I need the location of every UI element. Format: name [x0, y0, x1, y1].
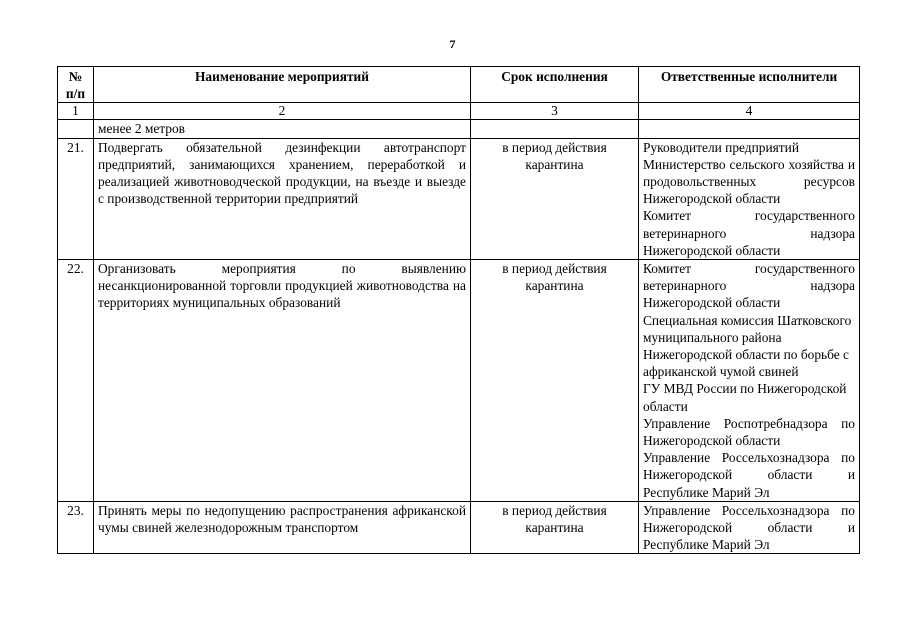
col-number-2: 2	[94, 103, 471, 120]
responsible-item: Комитет государственного ветеринарного надзора Нижегородской области	[643, 261, 855, 311]
responsible-cell	[639, 501, 860, 554]
row-number: 21.	[58, 138, 94, 259]
col-number-1: 1	[58, 103, 94, 120]
row-number: 23.	[58, 501, 94, 554]
col-number-3: 3	[471, 103, 639, 120]
continuation-text: менее 2 метров	[94, 120, 471, 138]
header-row	[58, 67, 860, 103]
row-number: 22.	[58, 260, 94, 502]
continuation-resp	[639, 120, 860, 138]
responsible-item: Управление Россельхознадзора по Нижегородской области и Республике Марий Эл	[643, 450, 855, 500]
continuation-num	[58, 120, 94, 138]
header-num: № п/п	[58, 67, 94, 103]
header-responsible: Ответственные исполнители	[639, 67, 860, 103]
header-name: Наименование мероприятий	[94, 67, 471, 103]
measure-name: Принять меры по недопущению распространения африканской чумы свиней железнодорожным транспортом	[94, 501, 471, 554]
responsible-item: Министерство сельского хозяйства и продовольственных ресурсов Нижегородской области	[643, 156, 855, 207]
page-number: 7	[449, 37, 456, 51]
measure-name: Подвергать обязательной дезинфекции автотранспорт предприятий, занимающихся хранением, переработкой и реализацией животноводческой продукции, на въезде и выезде с производственной территории предприятий	[94, 138, 471, 259]
responsible-item: Управление Россельхознадзора по Нижегородской области и Республике Марий Эл	[643, 502, 855, 553]
responsible-item: ГУ МВД России по Нижегородской области	[643, 381, 847, 414]
table-row	[58, 501, 860, 554]
column-number-row	[58, 103, 860, 120]
measure-term: в период действия карантина	[471, 138, 639, 259]
responsible-item: Комитет государственного ветеринарного надзора Нижегородской области	[643, 208, 855, 258]
responsible-cell	[639, 260, 860, 502]
continuation-term	[471, 120, 639, 138]
continuation-row	[58, 120, 860, 138]
responsible-item: Руководители предприятий	[643, 139, 799, 155]
table-row	[58, 260, 860, 502]
measures-table	[57, 66, 860, 554]
measure-name: Организовать мероприятия по выявлению несанкционированной торговли продукцией животноводства на территориях муниципальных образований	[94, 260, 471, 502]
responsible-item: Специальная комиссия Шатковского муниципального района Нижегородской области по борьбе с африканской чумой свиней	[643, 312, 852, 380]
responsible-item: Управление Роспотребнадзора по Нижегородской области	[643, 415, 855, 449]
table-row	[58, 138, 860, 259]
measure-term: в период действия карантина	[471, 260, 639, 502]
col-number-4: 4	[639, 103, 860, 120]
measure-term: в период действия карантина	[471, 501, 639, 554]
responsible-cell	[639, 138, 860, 259]
header-term: Срок исполнения	[471, 67, 639, 103]
